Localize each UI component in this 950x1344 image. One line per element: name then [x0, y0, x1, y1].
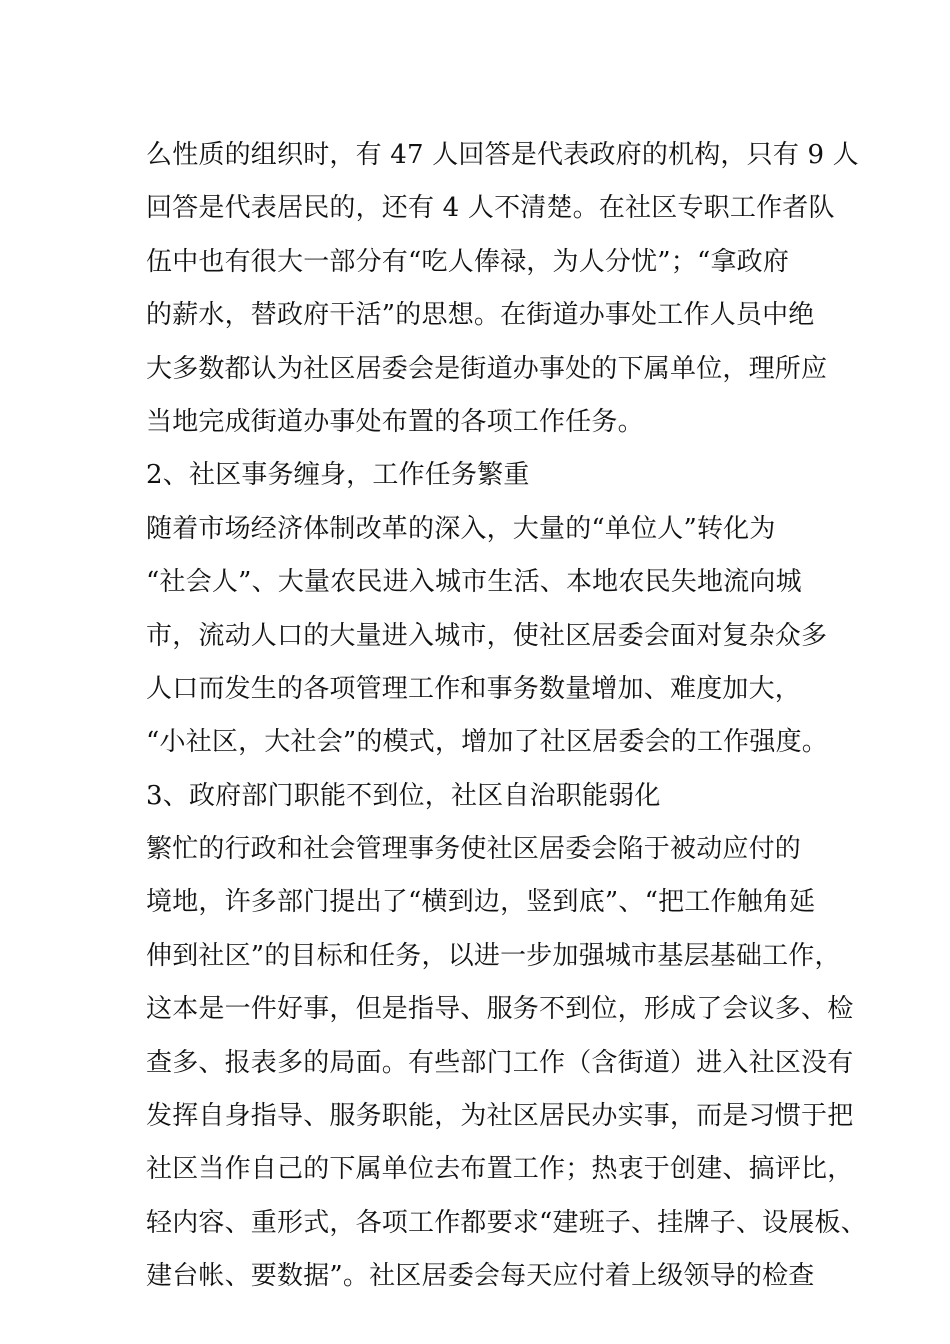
text-line-6: 当地完成街道办事处布置的各项工作任务。 [146, 406, 644, 437]
document-body [146, 129, 867, 1304]
text-line-5: 大多数都认为社区居委会是街道办事处的下属单位，理所应 [146, 353, 828, 384]
text-line-22: 建台帐、要数据”。社区居委会每天应付着上级领导的检查 [146, 1261, 815, 1292]
text-line-18: 查多、报表多的局面。有些部门工作（含街道）进入社区没有 [146, 1047, 854, 1078]
text-line-19: 发挥自身指导、服务职能，为社区居民办实事，而是习惯于把 [146, 1101, 854, 1132]
text-line-17: 这本是一件好事，但是指导、服务不到位，形成了会议多、检 [146, 994, 854, 1025]
text-line-21: 轻内容、重形式，各项工作都要求“建班子、挂牌子、设展板、 [146, 1207, 867, 1238]
text-line-2: 回答是代表居民的，还有 4 人不清楚。在社区专职工作者队 [146, 193, 835, 224]
text-line-16: 伸到社区”的目标和任务，以进一步加强城市基层基础工作， [146, 940, 841, 971]
text-line-14: 繁忙的行政和社会管理事务使社区居委会陷于被动应付的 [146, 834, 802, 865]
text-line-4: 的薪水，替政府干活”的思想。在街道办事处工作人员中绝 [146, 300, 815, 331]
text-line-8: 随着市场经济体制改革的深入，大量的“单位人”转化为 [146, 513, 776, 544]
text-line-12: “小社区，大社会”的模式，增加了社区居委会的工作强度。 [146, 727, 828, 758]
text-line-10: 市，流动人口的大量进入城市，使社区居委会面对复杂众多 [146, 620, 828, 651]
text-line-11: 人口而发生的各项管理工作和事务数量增加、难度加大， [146, 673, 802, 704]
section-heading-2: 2、社区事务缠身，工作任务繁重 [146, 460, 530, 491]
text-line-9: “社会人”、大量农民进入城市生活、本地农民失地流向城 [146, 567, 802, 598]
text-line-1: 么性质的组织时，有 47 人回答是代表政府的机构，只有 9 人 [146, 140, 859, 170]
section-heading-3: 3、政府部门职能不到位，社区自治职能弱化 [146, 780, 661, 811]
text-line-3: 伍中也有很大一部分有“吃人俸禄，为人分忧”；“拿政府 [146, 246, 790, 277]
text-line-20: 社区当作自己的下属单位去布置工作；热衷于创建、搞评比， [146, 1154, 854, 1185]
text-line-15: 境地，许多部门提出了“横到边，竖到底”、“把工作触角延 [146, 887, 816, 918]
